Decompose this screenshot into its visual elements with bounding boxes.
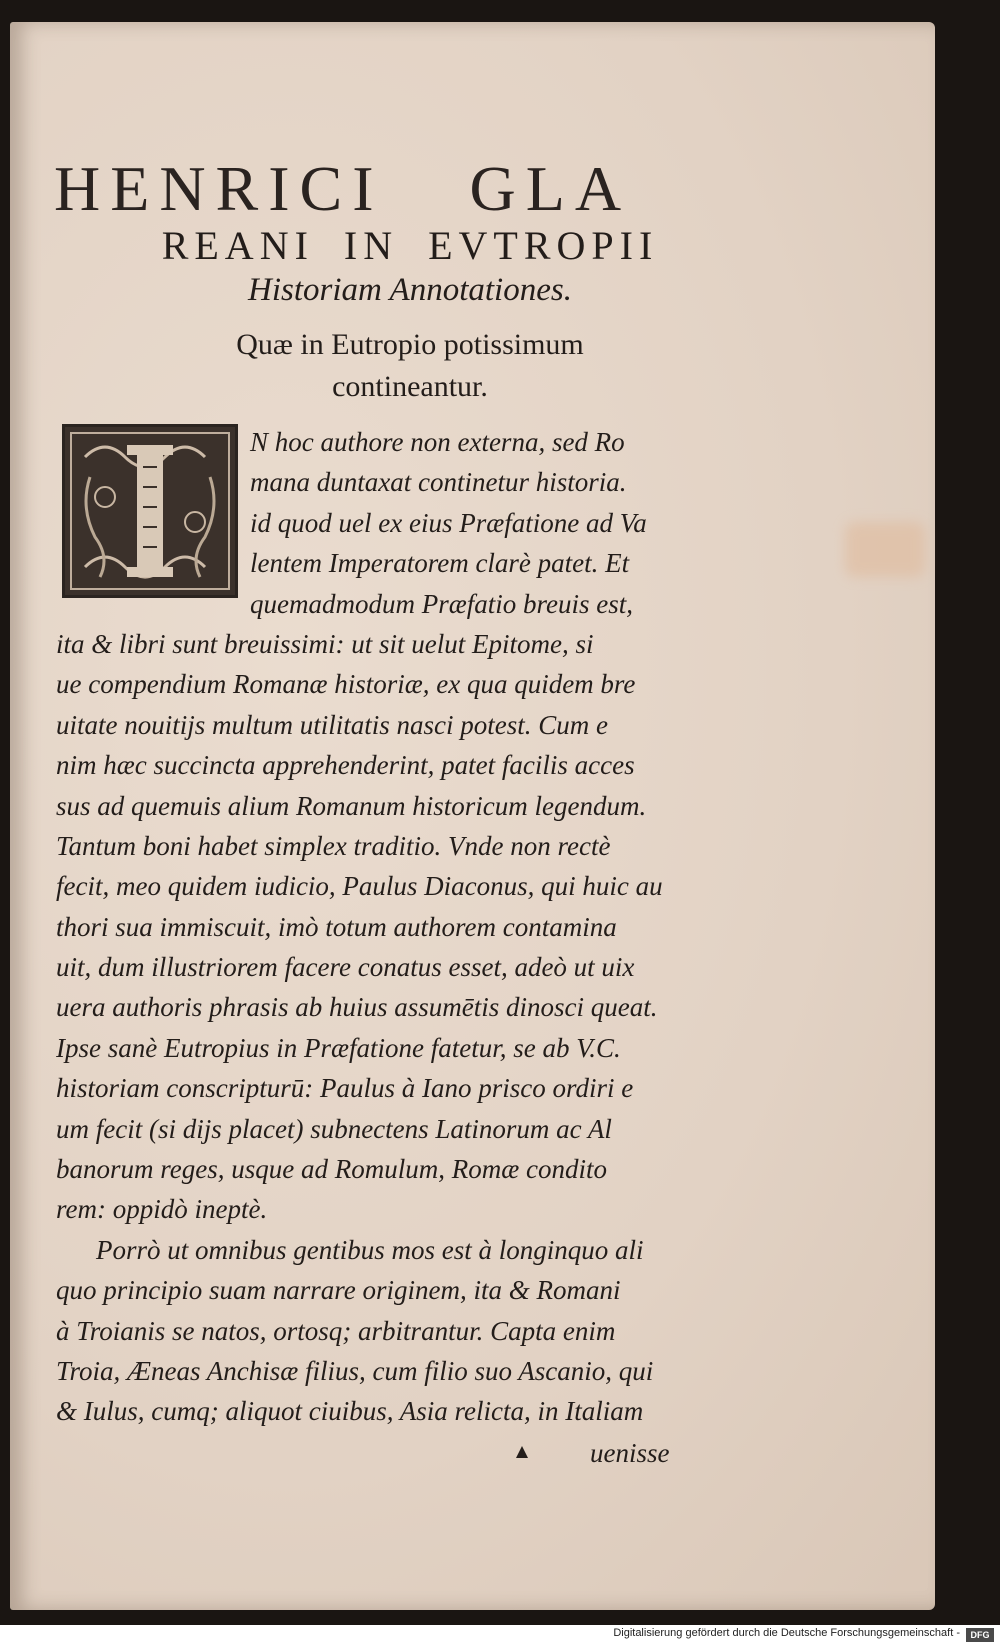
text-line: rem: oppidò ineptè. xyxy=(56,1194,268,1225)
text-line: quo principio suam narrare originem, ita & Romani xyxy=(56,1275,621,1306)
text-line: ue compendium Romanæ historiæ, ex qua quidem bre xyxy=(56,669,636,700)
text-line: uitate nouitijs multum utilitatis nasci potest. Cum e xyxy=(56,709,608,740)
text-line: Ipse sanè Eutropius in Præfatione fatetur, se ab V.C. xyxy=(56,1032,621,1063)
text-line: uera authoris phrasis ab huius assumētis dinosci queat. xyxy=(56,992,658,1023)
title-line-2: REANI IN EVTROPII xyxy=(161,223,659,268)
text-line: & Iulus, cumq; aliquot ciuibus, Asia relicta, in Italiam xyxy=(56,1396,644,1427)
signature-mark-icon xyxy=(510,1442,540,1462)
text-line: banorum reges, usque ad Romulum, Romæ condito xyxy=(56,1154,607,1185)
text-line: à Troianis se natos, ortosq; arbitrantur. Capta enim xyxy=(56,1315,616,1346)
text-line: Tantum boni habet simplex traditio. Vnde non rectè xyxy=(56,830,611,861)
text-line: quemadmodum Præfatio breuis est, xyxy=(250,588,633,619)
text-line: thori sua immiscuit, imò totum authorem contamina xyxy=(56,911,617,942)
section-heading xyxy=(110,324,710,408)
footer-credit: Digitalisierung gefördert durch die Deutsche Forschungsgemeinschaft - xyxy=(613,1627,960,1639)
book-page xyxy=(10,22,935,1610)
catchword: uenisse xyxy=(590,1438,670,1468)
text-line: N hoc authore non externa, sed Ro xyxy=(250,427,625,457)
dfg-logo: DFG xyxy=(966,1628,994,1642)
digitization-footer xyxy=(0,1625,1000,1645)
text-line: fecit, meo quidem iudicio, Paulus Diaconus, qui huic au xyxy=(56,871,663,902)
paper-stain xyxy=(845,522,925,577)
text-line: nim hæc succincta apprehenderint, patet facilis acces xyxy=(56,750,635,781)
heading-line-2: contineantur. xyxy=(332,370,488,403)
text-line: Troia, Æneas Anchisæ filius, cum filio suo Ascanio, qui xyxy=(56,1355,654,1386)
title-line-3: Historiam Annotationes. xyxy=(248,272,572,308)
heading-line-1: Quæ in Eutropio potissimum xyxy=(236,328,584,361)
text-line: historiam conscripturū: Paulus à Iano prisco ordiri e xyxy=(56,1073,634,1104)
title-line-1: HENRICI GLA xyxy=(54,153,632,224)
text-line: mana duntaxat continetur historia. xyxy=(250,467,627,498)
text-line: id quod uel ex eius Præfatione ad Va xyxy=(250,507,647,538)
text-line: um fecit (si dijs placet) subnectens Latinorum ac Al xyxy=(56,1113,612,1144)
text-line: ita & libri sunt breuissimi: ut sit uelut Epitome, si xyxy=(56,628,594,659)
text-line: sus ad quemuis alium Romanum historicum legendum. xyxy=(56,790,647,821)
body-text xyxy=(56,422,724,1432)
text-line: lentem Imperatorem clarè patet. Et xyxy=(250,548,630,579)
text-line: Porrò ut omnibus gentibus mos est à longinquo ali xyxy=(96,1234,644,1265)
text-line: uit, dum illustriorem facere conatus esset, adeò ut uix xyxy=(56,952,635,983)
